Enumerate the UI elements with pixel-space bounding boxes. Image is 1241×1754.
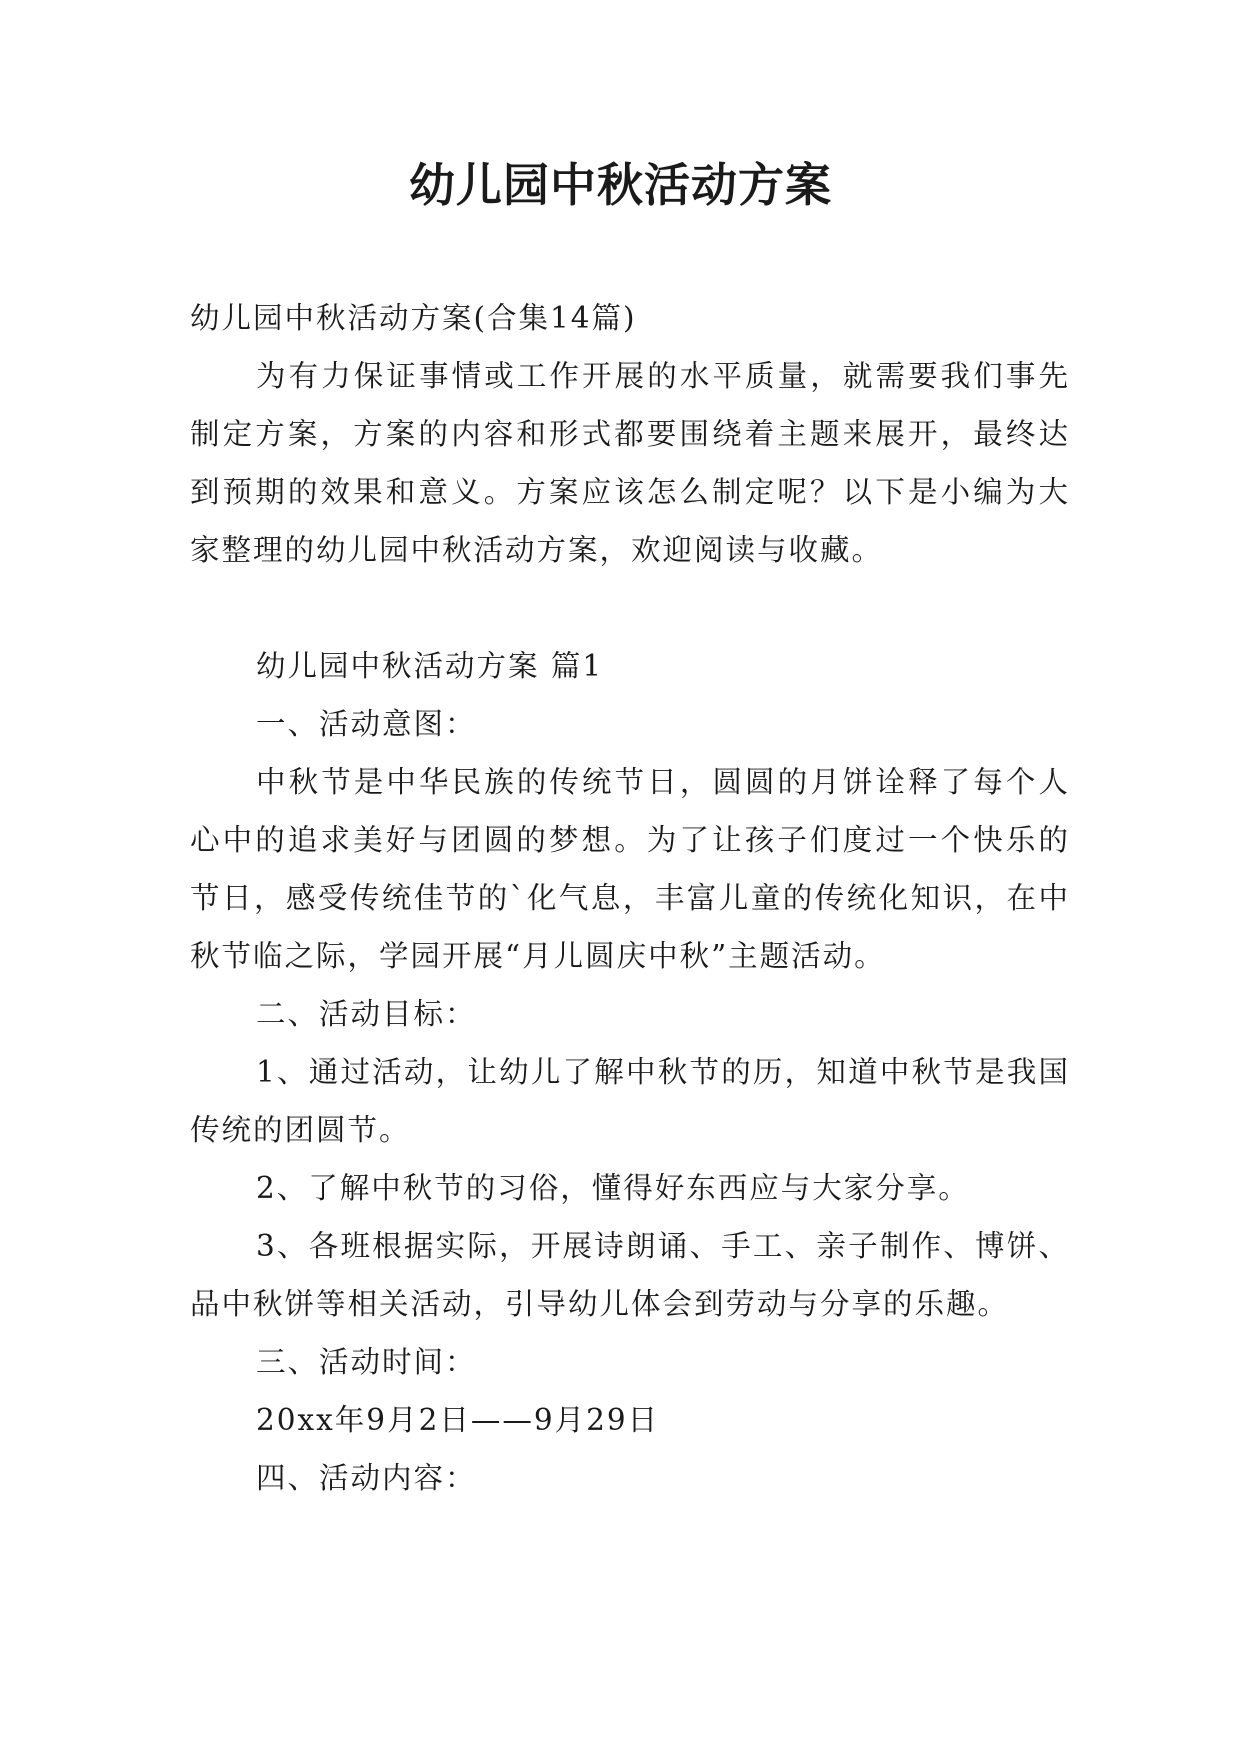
activity-time-value: 20xx年9月2日——9月29日: [256, 1403, 660, 1437]
heading-activity-intent: 一、活动意图：: [256, 707, 477, 741]
document-title: 幼儿园中秋活动方案: [409, 158, 832, 212]
intro-paragraph: 为有力保证事情或工作开展的水平质量，就需要我们事先制定方案，方案的内容和形式都要围绕着主题来展开，最终达到预期的效果和意义。方案应该怎么制定呢？以下是小编为大家整理的幼儿园中秋活动方案，欢迎阅读与收藏。: [190, 359, 1070, 567]
paragraph-intent: 中秋节是中华民族的传统节日，圆圆的月饼诠释了每个人心中的追求美好与团圆的梦想。为了让孩子们度过一个快乐的节日，感受传统佳节的`化气息，丰富儿童的传统化知识，在中秋节临之际，学园开展“月儿圆庆中秋”主题活动。: [190, 765, 1070, 973]
heading-activity-time: 三、活动时间：: [256, 1345, 477, 1379]
goal-item-3: 3、各班根据实际，开展诗朗诵、手工、亲子制作、博饼、品中秋饼等相关活动，引导幼儿体会到劳动与分享的乐趣。: [190, 1229, 1070, 1321]
paragraph-spacer: [190, 579, 1070, 637]
goal-item-1: 1、通过活动，让幼儿了解中秋节的历，知道中秋节是我国传统的团圆节。: [190, 1055, 1070, 1147]
goal-item-2: 2、了解中秋节的习俗，懂得好东西应与大家分享。: [256, 1171, 970, 1205]
document-body: [190, 289, 1070, 1507]
section-heading: 幼儿园中秋活动方案 篇1: [256, 649, 604, 683]
heading-activity-goals: 二、活动目标：: [256, 997, 477, 1031]
heading-activity-content: 四、活动内容：: [256, 1461, 477, 1495]
document-subtitle: 幼儿园中秋活动方案(合集14篇): [190, 301, 637, 335]
